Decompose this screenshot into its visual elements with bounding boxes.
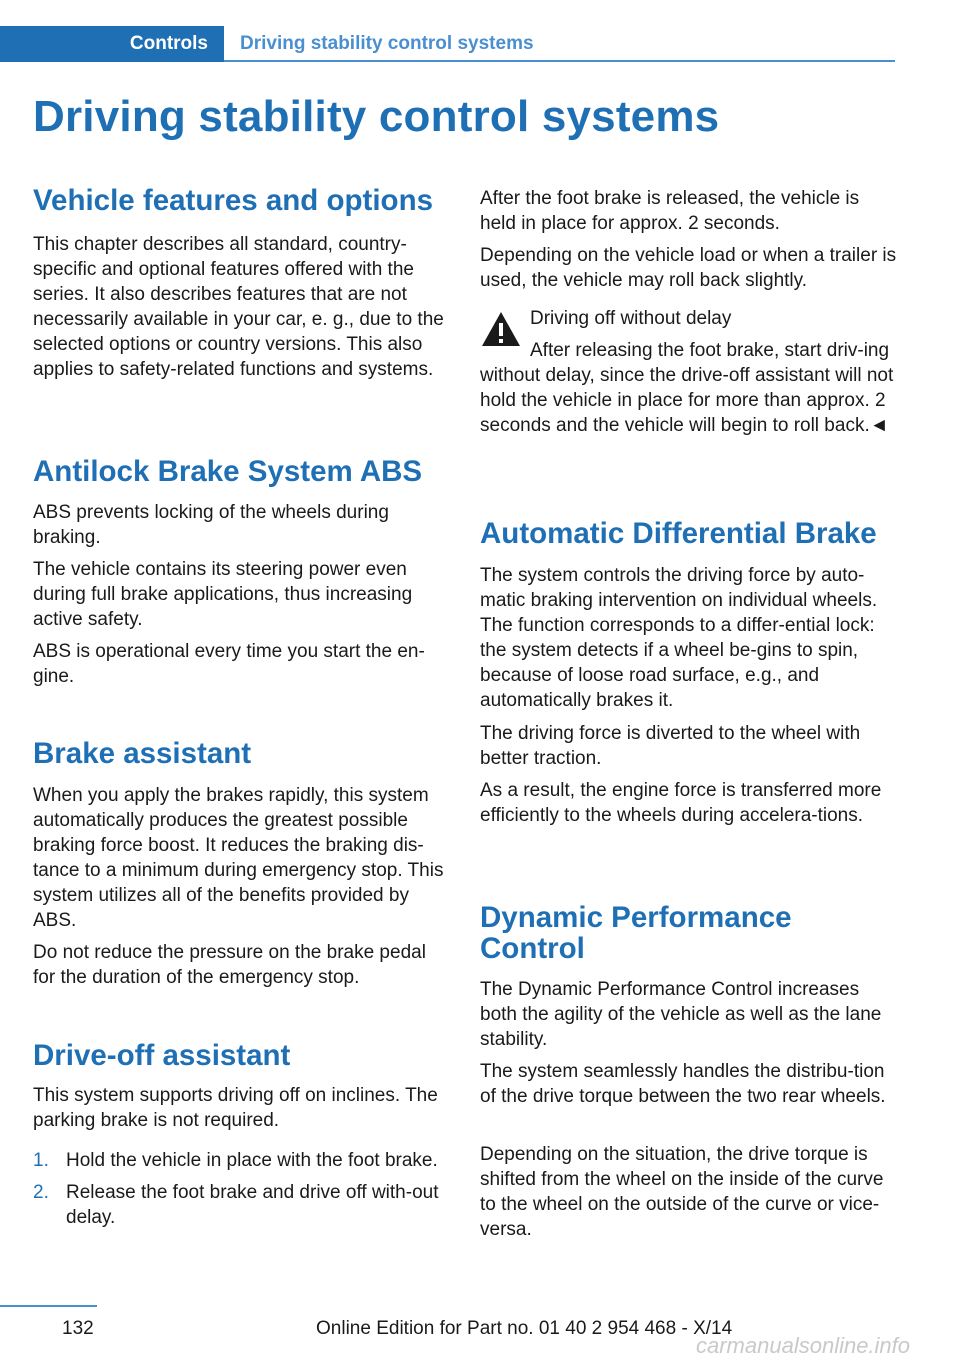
- abs-paragraph-1: ABS prevents locking of the wheels during braking.: [33, 502, 389, 548]
- dpc-paragraph-3: Depending on the situation, the drive torque is shifted from the wheel on the inside of the curve to the wheel on the outside of the curve or vice-versa.: [480, 1144, 884, 1240]
- abs-paragraph-2: The vehicle contains its steering power even during full brake applications, thus increasing active safety.: [33, 559, 413, 630]
- heading-brake-assistant: Brake assistant: [33, 737, 252, 770]
- edition-note: Online Edition for Part no. 01 40 2 954 468 - X/14: [316, 1318, 733, 1339]
- adb-paragraph-2: The driving force is diverted to the wheel with better traction.: [480, 723, 861, 769]
- heading-automatic-differential-brake: Automatic Differential Brake: [480, 517, 877, 550]
- chapter-tab[interactable]: [240, 26, 534, 62]
- step-text: Hold the vehicle in place with the foot brake.: [66, 1150, 438, 1171]
- list-item: [33, 1180, 451, 1230]
- drive-off-cont-paragraph-2: Depending on the vehicle load or when a trailer is used, the vehicle may roll back slightly.: [480, 245, 897, 291]
- drive-off-paragraph-1: This system supports driving off on inclines. The parking brake is not required.: [33, 1085, 438, 1131]
- step-number: 1.: [33, 1150, 49, 1171]
- warning-body: After releasing the foot brake, start driv-ing without delay, since the drive-off assistant will not hold the vehicle in place for more than approx. 2 seconds and the vehicle will begin to roll back.◄: [480, 340, 894, 436]
- heading-abs: Antilock Brake System ABS: [33, 455, 423, 488]
- brake-assistant-paragraph-1: When you apply the brakes rapidly, this system automatically produces the greatest possible braking force boost. It reduces the braking dis-tance to a minimum during emergency stop. This system utilizes all of the benefits provided by ABS.: [33, 785, 444, 931]
- page-title: Driving stability control systems: [33, 92, 720, 141]
- vehicle-features-body: This chapter describes all standard, country-specific and optional features offered with the series. It also describes features that are not necessarily available in your car, e. g., due to the selected options or country versions. This also applies to safety-related functions and systems.: [33, 234, 444, 380]
- dpc-paragraph-1: The Dynamic Performance Control increases both the agility of the vehicle as well as the lane stability.: [480, 979, 882, 1050]
- heading-dynamic-performance-control: Dynamic Performance Control: [480, 901, 792, 965]
- drive-off-steps: [33, 1148, 451, 1237]
- warning-title: Driving off without delay: [530, 308, 732, 329]
- step-number: 2.: [33, 1182, 49, 1203]
- adb-paragraph-1: The system controls the driving force by auto-matic braking intervention on individual wheels. The function corresponds to a differ-ential lock: the system detects if a wheel be-gins to spin, because of loose road surface, e.g., and automatically brakes it.: [480, 565, 878, 711]
- watermark: carmanualsonline.info: [696, 1333, 911, 1358]
- dpc-paragraph-2: The system seamlessly handles the distribu-tion of the drive torque between the two rear wheels.: [480, 1061, 886, 1107]
- step-text: Release the foot brake and drive off with-out delay.: [66, 1182, 439, 1228]
- heading-vehicle-features: Vehicle features and options: [33, 184, 433, 217]
- list-item: [33, 1148, 451, 1173]
- abs-paragraph-3: ABS is operational every time you start the en-gine.: [33, 641, 425, 687]
- section-tab-label: Controls: [129, 33, 208, 54]
- heading-drive-off-assistant: Drive-off assistant: [33, 1039, 291, 1072]
- page-number: 132: [62, 1318, 94, 1339]
- header-divider: [224, 60, 895, 62]
- footer-divider: [0, 1305, 97, 1307]
- section-tab-controls[interactable]: [0, 26, 224, 62]
- page-header: [0, 26, 895, 62]
- adb-paragraph-3: As a result, the engine force is transferred more efficiently to the wheels during accelera-tions.: [480, 780, 882, 826]
- chapter-tab-label: Driving stability control systems: [240, 33, 534, 54]
- brake-assistant-paragraph-2: Do not reduce the pressure on the brake pedal for the duration of the emergency stop.: [33, 942, 426, 988]
- drive-off-cont-paragraph-1: After the foot brake is released, the vehicle is held in place for approx. 2 seconds.: [480, 188, 860, 234]
